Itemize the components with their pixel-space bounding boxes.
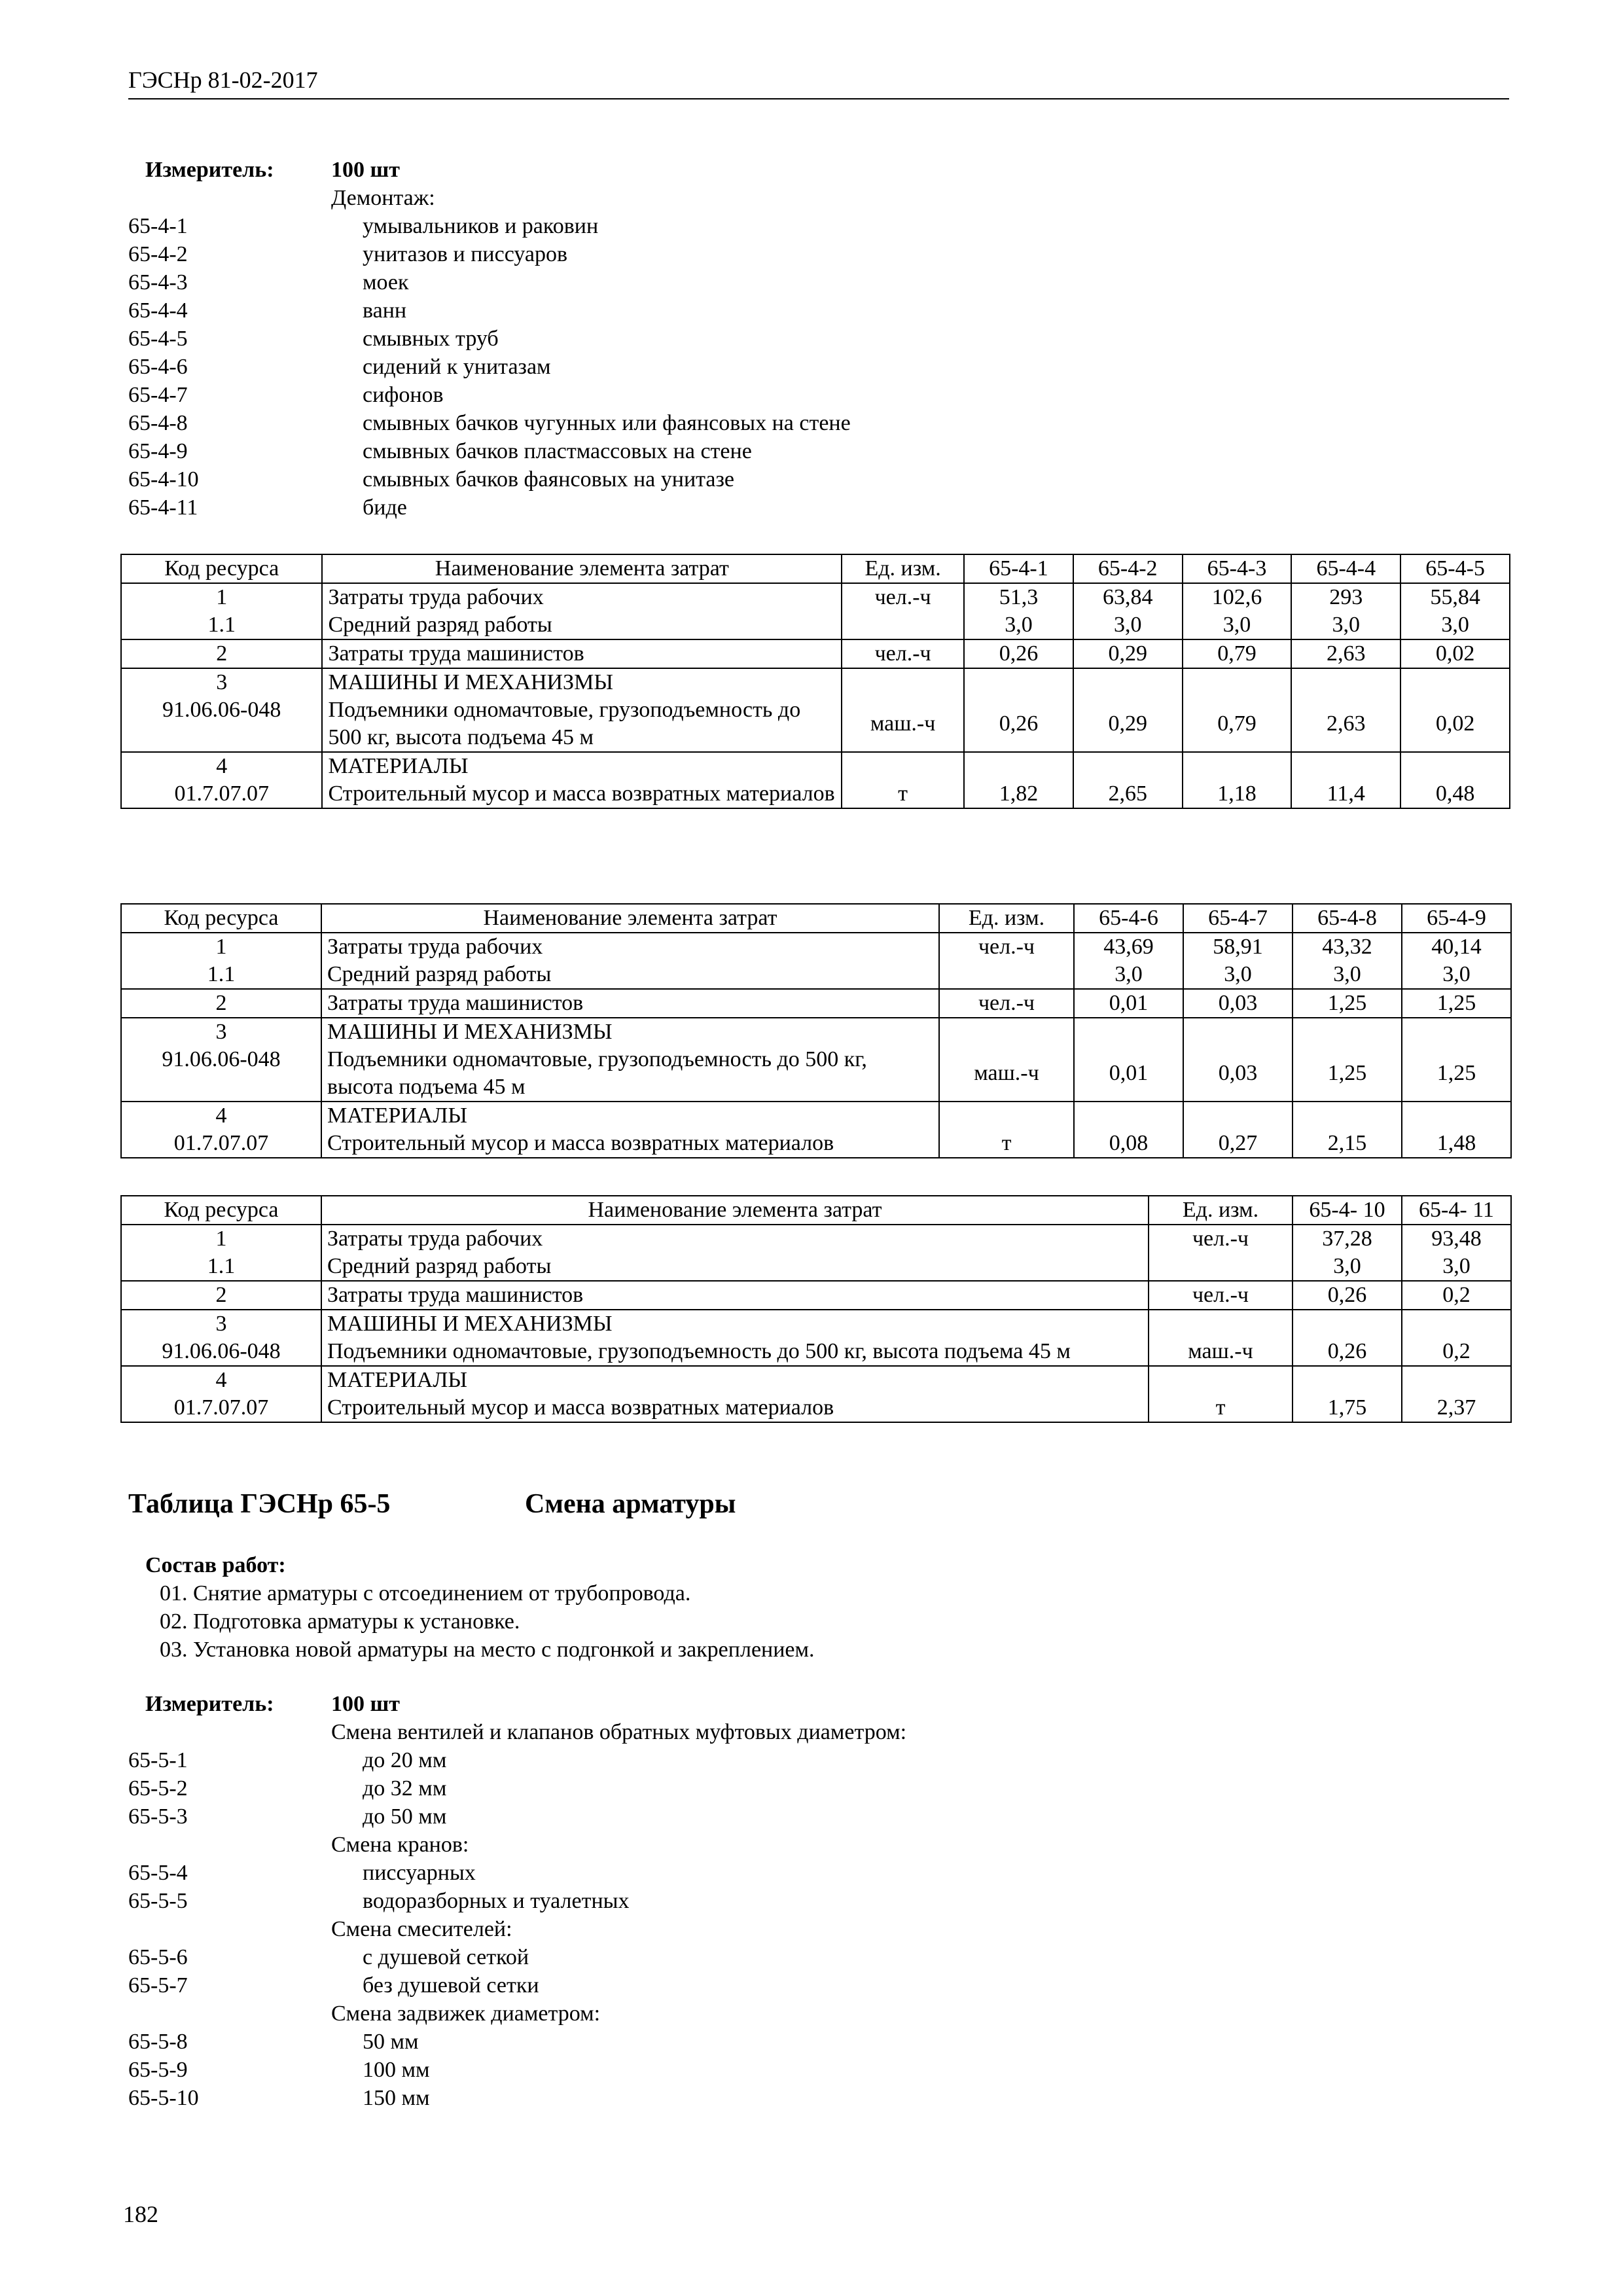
row-value: 3,0 [1183,961,1293,989]
item-name: ванн [363,298,407,323]
row-code: 1 [121,583,322,611]
row-name: МАШИНЫ И МЕХАНИЗМЫ [321,1310,1149,1338]
measure-list-65-5 [128,1690,1509,2112]
list-item [128,1746,1509,1774]
item-code: 65-5-7 [128,1973,188,1998]
row-code: 3 [121,1310,321,1338]
row-unit [1149,1253,1293,1281]
list-item [128,240,1509,268]
list-item [128,465,1509,493]
row-name: МАТЕРИАЛЫ [321,1102,939,1130]
group-row [128,1915,1509,1943]
work-label: Состав работ: [145,1553,286,1577]
row-value: 3,0 [1402,1253,1511,1281]
document-code: ГЭСНр 81-02-2017 [128,67,318,93]
header-unit: Ед. изм. [939,904,1074,933]
row-value: 0,26 [1293,1338,1402,1366]
resource-table-65-4-6-to-9 [120,903,1512,1158]
list-item [128,268,1509,296]
list-item [128,296,1509,325]
row-value: 0,08 [1074,1130,1183,1158]
header-code: Код ресурса [121,554,322,583]
resource-table-65-4-1-to-5 [120,554,1510,809]
header-name: Наименование элемента затрат [322,554,842,583]
table-row [121,961,1511,989]
row-value: 0,03 [1183,989,1293,1018]
row-unit: маш.-ч [939,1046,1074,1102]
row-code: 2 [121,1281,321,1310]
item-code: 65-5-2 [128,1776,188,1801]
header-col: 65-4-9 [1402,904,1511,933]
row-value: 11,4 [1291,780,1400,808]
row-value: 0,01 [1074,989,1183,1018]
row-value: 3,0 [1400,611,1510,639]
list-item [128,437,1509,465]
measure-row [128,1690,1509,1718]
row-unit: чел.-ч [939,933,1074,961]
list-item [128,381,1509,409]
measure-row [128,156,1509,184]
table-row [121,1225,1511,1253]
table-row [121,639,1510,668]
row-value: 63,84 [1073,583,1183,611]
list-item [128,1803,1509,1831]
row-name: Затраты труда рабочих [321,1225,1149,1253]
row-unit: т [939,1130,1074,1158]
row-name: Строительный мусор и масса возвратных материалов [322,780,842,808]
list-item [128,1887,1509,1915]
row-unit: чел.-ч [842,639,964,668]
row-value: 1,25 [1293,989,1402,1018]
row-value: 0,03 [1183,1046,1293,1102]
group-row [128,1831,1509,1859]
header-col: 65-4-2 [1073,554,1183,583]
header-code: Код ресурса [121,904,321,933]
row-code: 3 [121,1018,321,1046]
work-step: 01. Снятие арматуры с отсоединением от трубопровода. [160,1581,691,1605]
table-row [121,1366,1511,1394]
item-code: 65-4-10 [128,467,199,492]
row-code: 4 [121,1366,321,1394]
header-col: 65-4-7 [1183,904,1293,933]
list-item [128,325,1509,353]
row-name: МАТЕРИАЛЫ [321,1366,1149,1394]
item-name: с душевой сеткой [363,1945,529,1969]
header-col: 65-4-6 [1074,904,1183,933]
row-code: 4 [121,752,322,780]
group-row [128,1718,1509,1746]
item-code: 65-4-3 [128,270,188,295]
row-value: 1,48 [1402,1130,1511,1158]
item-code: 65-4-1 [128,214,188,238]
item-name: писсуарных [363,1861,476,1885]
group-title: Смена вентилей и клапанов обратных муфтовых диаметром: [331,1720,907,1744]
row-value: 93,48 [1402,1225,1511,1253]
item-name: унитазов и писсуаров [363,242,568,266]
item-code: 65-4-2 [128,242,188,266]
item-name: до 32 мм [363,1776,447,1801]
table-row [121,752,1510,780]
work-step: 03. Установка новой арматуры на место с подгонкой и закреплением. [160,1638,815,1662]
row-value: 55,84 [1400,583,1510,611]
row-value: 0,02 [1400,639,1510,668]
list-item [128,2056,1509,2084]
item-name: 100 мм [363,2058,430,2082]
table-row [121,1394,1511,1422]
row-value: 0,29 [1073,696,1183,752]
row-name: Затраты труда рабочих [321,933,939,961]
list-item [128,409,1509,437]
row-code: 91.06.06-048 [121,696,322,752]
item-name: смывных бачков фаянсовых на унитазе [363,467,735,492]
row-value: 3,0 [1291,611,1400,639]
header-col: 65-4-8 [1293,904,1402,933]
row-code: 01.7.07.07 [121,780,322,808]
row-value: 43,32 [1293,933,1402,961]
item-name: 50 мм [363,2030,419,2054]
row-value: 3,0 [1293,1253,1402,1281]
header-col: 65-4- 10 [1293,1196,1402,1225]
item-name: до 50 мм [363,1804,447,1829]
list-item [128,1607,1509,1636]
row-value: 1,18 [1183,780,1292,808]
work-composition [128,1551,1509,1664]
row-value: 2,15 [1293,1130,1402,1158]
table-header-row [121,554,1510,583]
row-name: Подъемники одномачтовые, грузоподъемность до 500 кг, высота подъема 45 м [321,1046,939,1102]
row-code: 01.7.07.07 [121,1394,321,1422]
row-value: 102,6 [1183,583,1292,611]
item-code: 65-4-11 [128,495,198,520]
measure-unit: 100 шт [331,158,400,182]
row-value: 37,28 [1293,1225,1402,1253]
header-col: 65-4- 11 [1402,1196,1511,1225]
row-value: 1,25 [1402,1046,1511,1102]
row-value: 58,91 [1183,933,1293,961]
row-unit: чел.-ч [1149,1281,1293,1310]
item-name: биде [363,495,407,520]
item-name: моек [363,270,409,295]
list-item [128,1971,1509,2000]
row-name: Затраты труда машинистов [321,989,939,1018]
item-code: 65-5-9 [128,2058,188,2082]
row-value: 3,0 [1402,961,1511,989]
row-value: 1,82 [964,780,1073,808]
page-header [128,65,1509,99]
page-number: 182 [123,2201,158,2227]
header-col: 65-4-5 [1400,554,1510,583]
group-title: Смена задвижек диаметром: [331,2001,601,2026]
item-name: умывальников и раковин [363,214,599,238]
row-value: 1,25 [1293,1046,1402,1102]
row-unit [842,611,964,639]
header-code: Код ресурса [121,1196,321,1225]
list-item [128,212,1509,240]
row-name: Подъемники одномачтовые, грузоподъемность до 500 кг, высота подъема 45 м [321,1338,1149,1366]
measure-unit: 100 шт [331,1692,400,1716]
item-code: 65-5-1 [128,1748,188,1772]
item-name: 150 мм [363,2086,430,2110]
row-value: 0,27 [1183,1130,1293,1158]
row-name: Подъемники одномачтовые, грузоподъемность до 500 кг, высота подъема 45 м [322,696,842,752]
list-item [128,493,1509,522]
row-name: Строительный мусор и масса возвратных материалов [321,1394,1149,1422]
list-item [128,2084,1509,2112]
row-name: Затраты труда рабочих [322,583,842,611]
item-code: 65-4-6 [128,355,188,379]
row-value: 0,02 [1400,696,1510,752]
header-col: 65-4-3 [1183,554,1292,583]
row-code: 3 [121,668,322,696]
row-code: 1 [121,933,321,961]
item-code: 65-4-9 [128,439,188,463]
item-code: 65-5-3 [128,1804,188,1829]
measure-label: Измеритель: [145,1692,274,1716]
item-name: водоразборных и туалетных [363,1889,630,1913]
table-row [121,1102,1511,1130]
table-row [121,1130,1511,1158]
table-row [121,696,1510,752]
row-unit: т [1149,1394,1293,1422]
table-header-row [121,1196,1511,1225]
row-code: 4 [121,1102,321,1130]
list-item [128,1859,1509,1887]
item-code: 65-4-4 [128,298,188,323]
item-code: 65-5-5 [128,1889,188,1913]
item-code: 65-5-6 [128,1945,188,1969]
row-name: Затраты труда машинистов [321,1281,1149,1310]
table-row [121,1018,1511,1046]
item-code: 65-4-7 [128,383,188,407]
table-row [121,583,1510,611]
row-value: 0,26 [964,639,1073,668]
row-value: 2,63 [1291,639,1400,668]
row-unit: маш.-ч [842,696,964,752]
row-name: Средний разряд работы [321,961,939,989]
table-row [121,668,1510,696]
row-code: 91.06.06-048 [121,1046,321,1102]
item-name: до 20 мм [363,1748,447,1772]
row-value: 2,63 [1291,696,1400,752]
measure-label: Измеритель: [145,158,274,182]
row-value: 0,29 [1073,639,1183,668]
table-row [121,611,1510,639]
group-title: Демонтаж: [331,186,435,210]
header-name: Наименование элемента затрат [321,1196,1149,1225]
table-header-row [121,904,1511,933]
row-value: 0,2 [1402,1338,1511,1366]
row-value: 0,2 [1402,1281,1511,1310]
work-label-row [128,1551,1509,1579]
row-unit: маш.-ч [1149,1338,1293,1366]
item-code: 65-5-8 [128,2030,188,2054]
row-value: 293 [1291,583,1400,611]
row-code: 1 [121,1225,321,1253]
row-value: 51,3 [964,583,1073,611]
table-row [121,780,1510,808]
table-subtitle: Смена арматуры [525,1489,736,1519]
row-code: 1.1 [121,961,321,989]
header-unit: Ед. изм. [1149,1196,1293,1225]
table-row [121,1046,1511,1102]
table-row [121,989,1511,1018]
row-value: 2,37 [1402,1394,1511,1422]
item-name: смывных бачков пластмассовых на стене [363,439,752,463]
row-name: МАТЕРИАЛЫ [322,752,842,780]
resource-table-65-4-10-to-11 [120,1195,1512,1423]
row-unit: чел.-ч [842,583,964,611]
measure-list-65-4 [128,156,1509,522]
row-value: 0,01 [1074,1046,1183,1102]
row-value: 0,26 [964,696,1073,752]
group-row [128,2000,1509,2028]
row-value: 0,26 [1293,1281,1402,1310]
header-col: 65-4-4 [1291,554,1400,583]
item-name: сифонов [363,383,444,407]
work-step: 02. Подготовка арматуры к установке. [160,1609,520,1634]
item-name: сидений к унитазам [363,355,551,379]
item-code: 65-4-5 [128,327,188,351]
row-name: Строительный мусор и масса возвратных материалов [321,1130,939,1158]
table-row [121,1310,1511,1338]
table-number: Таблица ГЭСНр 65-5 [128,1489,391,1519]
item-code: 65-5-10 [128,2086,199,2110]
table-row [121,1281,1511,1310]
item-name: смывных бачков чугунных или фаянсовых на стене [363,411,851,435]
table-row [121,933,1511,961]
list-item [128,1943,1509,1971]
row-name: Средний разряд работы [322,611,842,639]
row-name: МАШИНЫ И МЕХАНИЗМЫ [322,668,842,696]
header-col: 65-4-1 [964,554,1073,583]
row-value: 3,0 [1073,611,1183,639]
group-row [128,184,1509,212]
row-value: 3,0 [964,611,1073,639]
row-name: Затраты труда машинистов [322,639,842,668]
row-name: Средний разряд работы [321,1253,1149,1281]
row-value: 1,25 [1402,989,1511,1018]
row-value: 40,14 [1402,933,1511,961]
list-item [128,1579,1509,1607]
row-code: 91.06.06-048 [121,1338,321,1366]
row-unit: т [842,780,964,808]
row-value: 3,0 [1074,961,1183,989]
row-value: 0,79 [1183,639,1292,668]
row-code: 01.7.07.07 [121,1130,321,1158]
header-name: Наименование элемента затрат [321,904,939,933]
row-unit [939,961,1074,989]
row-value: 3,0 [1293,961,1402,989]
group-title: Смена кранов: [331,1833,469,1857]
list-item [128,1774,1509,1803]
item-code: 65-4-8 [128,411,188,435]
row-name: МАШИНЫ И МЕХАНИЗМЫ [321,1018,939,1046]
item-code: 65-5-4 [128,1861,188,1885]
row-unit: чел.-ч [939,989,1074,1018]
row-code: 1.1 [121,611,322,639]
row-value: 43,69 [1074,933,1183,961]
item-name: смывных труб [363,327,499,351]
row-unit: чел.-ч [1149,1225,1293,1253]
row-value: 3,0 [1183,611,1292,639]
item-name: без душевой сетки [363,1973,539,1998]
group-title: Смена смесителей: [331,1917,512,1941]
list-item [128,353,1509,381]
row-value: 1,75 [1293,1394,1402,1422]
row-code: 2 [121,989,321,1018]
row-code: 1.1 [121,1253,321,1281]
list-item [128,2028,1509,2056]
table-row [121,1338,1511,1366]
list-item [128,1636,1509,1664]
table-row [121,1253,1511,1281]
section-title [128,1487,736,1521]
header-unit: Ед. изм. [842,554,964,583]
row-value: 0,79 [1183,696,1292,752]
row-value: 2,65 [1073,780,1183,808]
row-value: 0,48 [1400,780,1510,808]
row-code: 2 [121,639,322,668]
